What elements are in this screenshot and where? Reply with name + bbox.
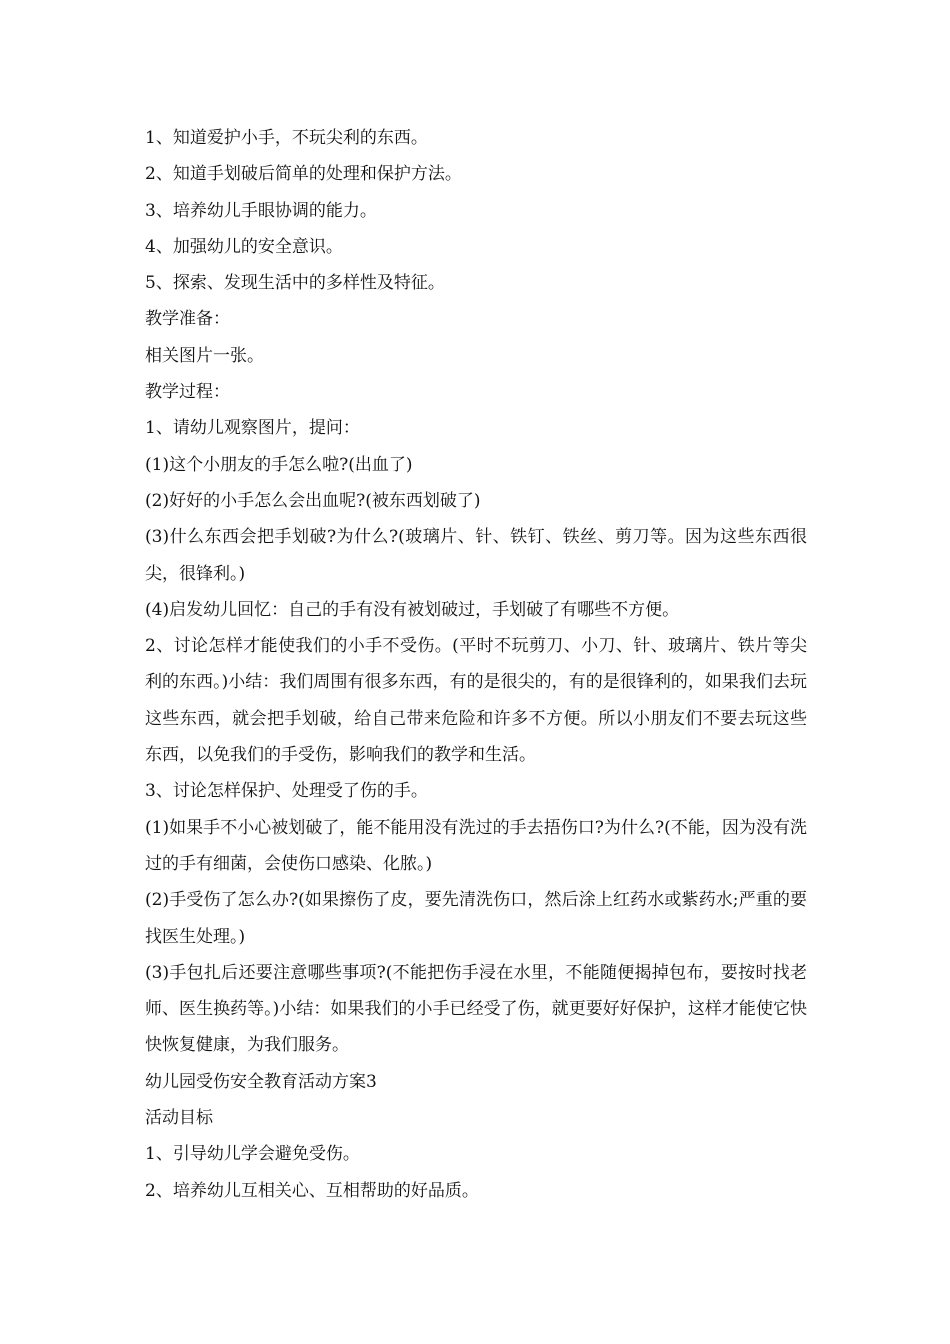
paragraph-step-3: 3、讨论怎样保护、处理受了伤的手。 bbox=[145, 781, 428, 802]
paragraph-step-2: 2、讨论怎样才能使我们的小手不受伤。(平时不玩剪刀、小刀、针、玻璃片、铁片等尖利的东西。)小结：我们周围有很多东西，有的是很尖的，有的是很锋利的，如果我们去玩这些东西，就会把手划破，给自己带来危险和许多不方便。所以小朋友们不要去玩这些东西，以免我们的手受伤，影响我们的教学和生活。 bbox=[145, 636, 807, 766]
section-title-plan-3: 幼儿园受伤安全教育活动方案3 bbox=[145, 1071, 377, 1092]
paragraph-preparation: 相关图片一张。 bbox=[145, 345, 264, 366]
paragraph-care-1: (1)如果手不小心被划破了，能不能用没有洗过的手去捂伤口?为什么?(不能，因为没有洗过的手有细菌，会使伤口感染、化脓。) bbox=[145, 817, 807, 874]
paragraph-question-3: (3)什么东西会把手划破?为什么?(玻璃片、针、铁钉、铁丝、剪刀等。因为这些东西很尖，很锋利。) bbox=[145, 527, 807, 584]
heading-process: 教学过程： bbox=[145, 382, 230, 403]
paragraph-question-1: (1)这个小朋友的手怎么啦?(出血了) bbox=[145, 454, 413, 475]
paragraph-step-1: 1、请幼儿观察图片，提问： bbox=[145, 418, 360, 439]
paragraph-objective-4: 4、加强幼儿的安全意识。 bbox=[145, 236, 343, 257]
document-body bbox=[145, 120, 807, 1209]
heading-preparation: 教学准备： bbox=[145, 309, 230, 330]
paragraph-objective-2: 2、知道手划破后简单的处理和保护方法。 bbox=[145, 164, 462, 185]
paragraph-goal-1: 1、引导幼儿学会避免受伤。 bbox=[145, 1144, 360, 1165]
paragraph-objective-1: 1、知道爱护小手，不玩尖利的东西。 bbox=[145, 128, 428, 148]
paragraph-question-2: (2)好好的小手怎么会出血呢?(被东西划破了) bbox=[145, 490, 481, 511]
paragraph-care-2: (2)手受伤了怎么办?(如果擦伤了皮，要先清洗伤口，然后涂上红药水或紫药水;严重的要找医生处理。) bbox=[145, 890, 807, 947]
heading-activity-goals: 活动目标 bbox=[145, 1108, 213, 1129]
paragraph-care-3: (3)手包扎后还要注意哪些事项?(不能把伤手浸在水里，不能随便揭掉包布，要按时找老师、医生换药等。)小结：如果我们的小手已经受了伤，就更要好好保护，这样才能使它快快恢复健康，为我们服务。 bbox=[145, 962, 807, 1056]
paragraph-objective-3: 3、培养幼儿手眼协调的能力。 bbox=[145, 200, 377, 221]
paragraph-question-4: (4)启发幼儿回忆：自己的手有没有被划破过，手划破了有哪些不方便。 bbox=[145, 599, 680, 620]
paragraph-goal-2: 2、培养幼儿互相关心、互相帮助的好品质。 bbox=[145, 1180, 479, 1201]
paragraph-objective-5: 5、探索、发现生活中的多样性及特征。 bbox=[145, 273, 445, 294]
